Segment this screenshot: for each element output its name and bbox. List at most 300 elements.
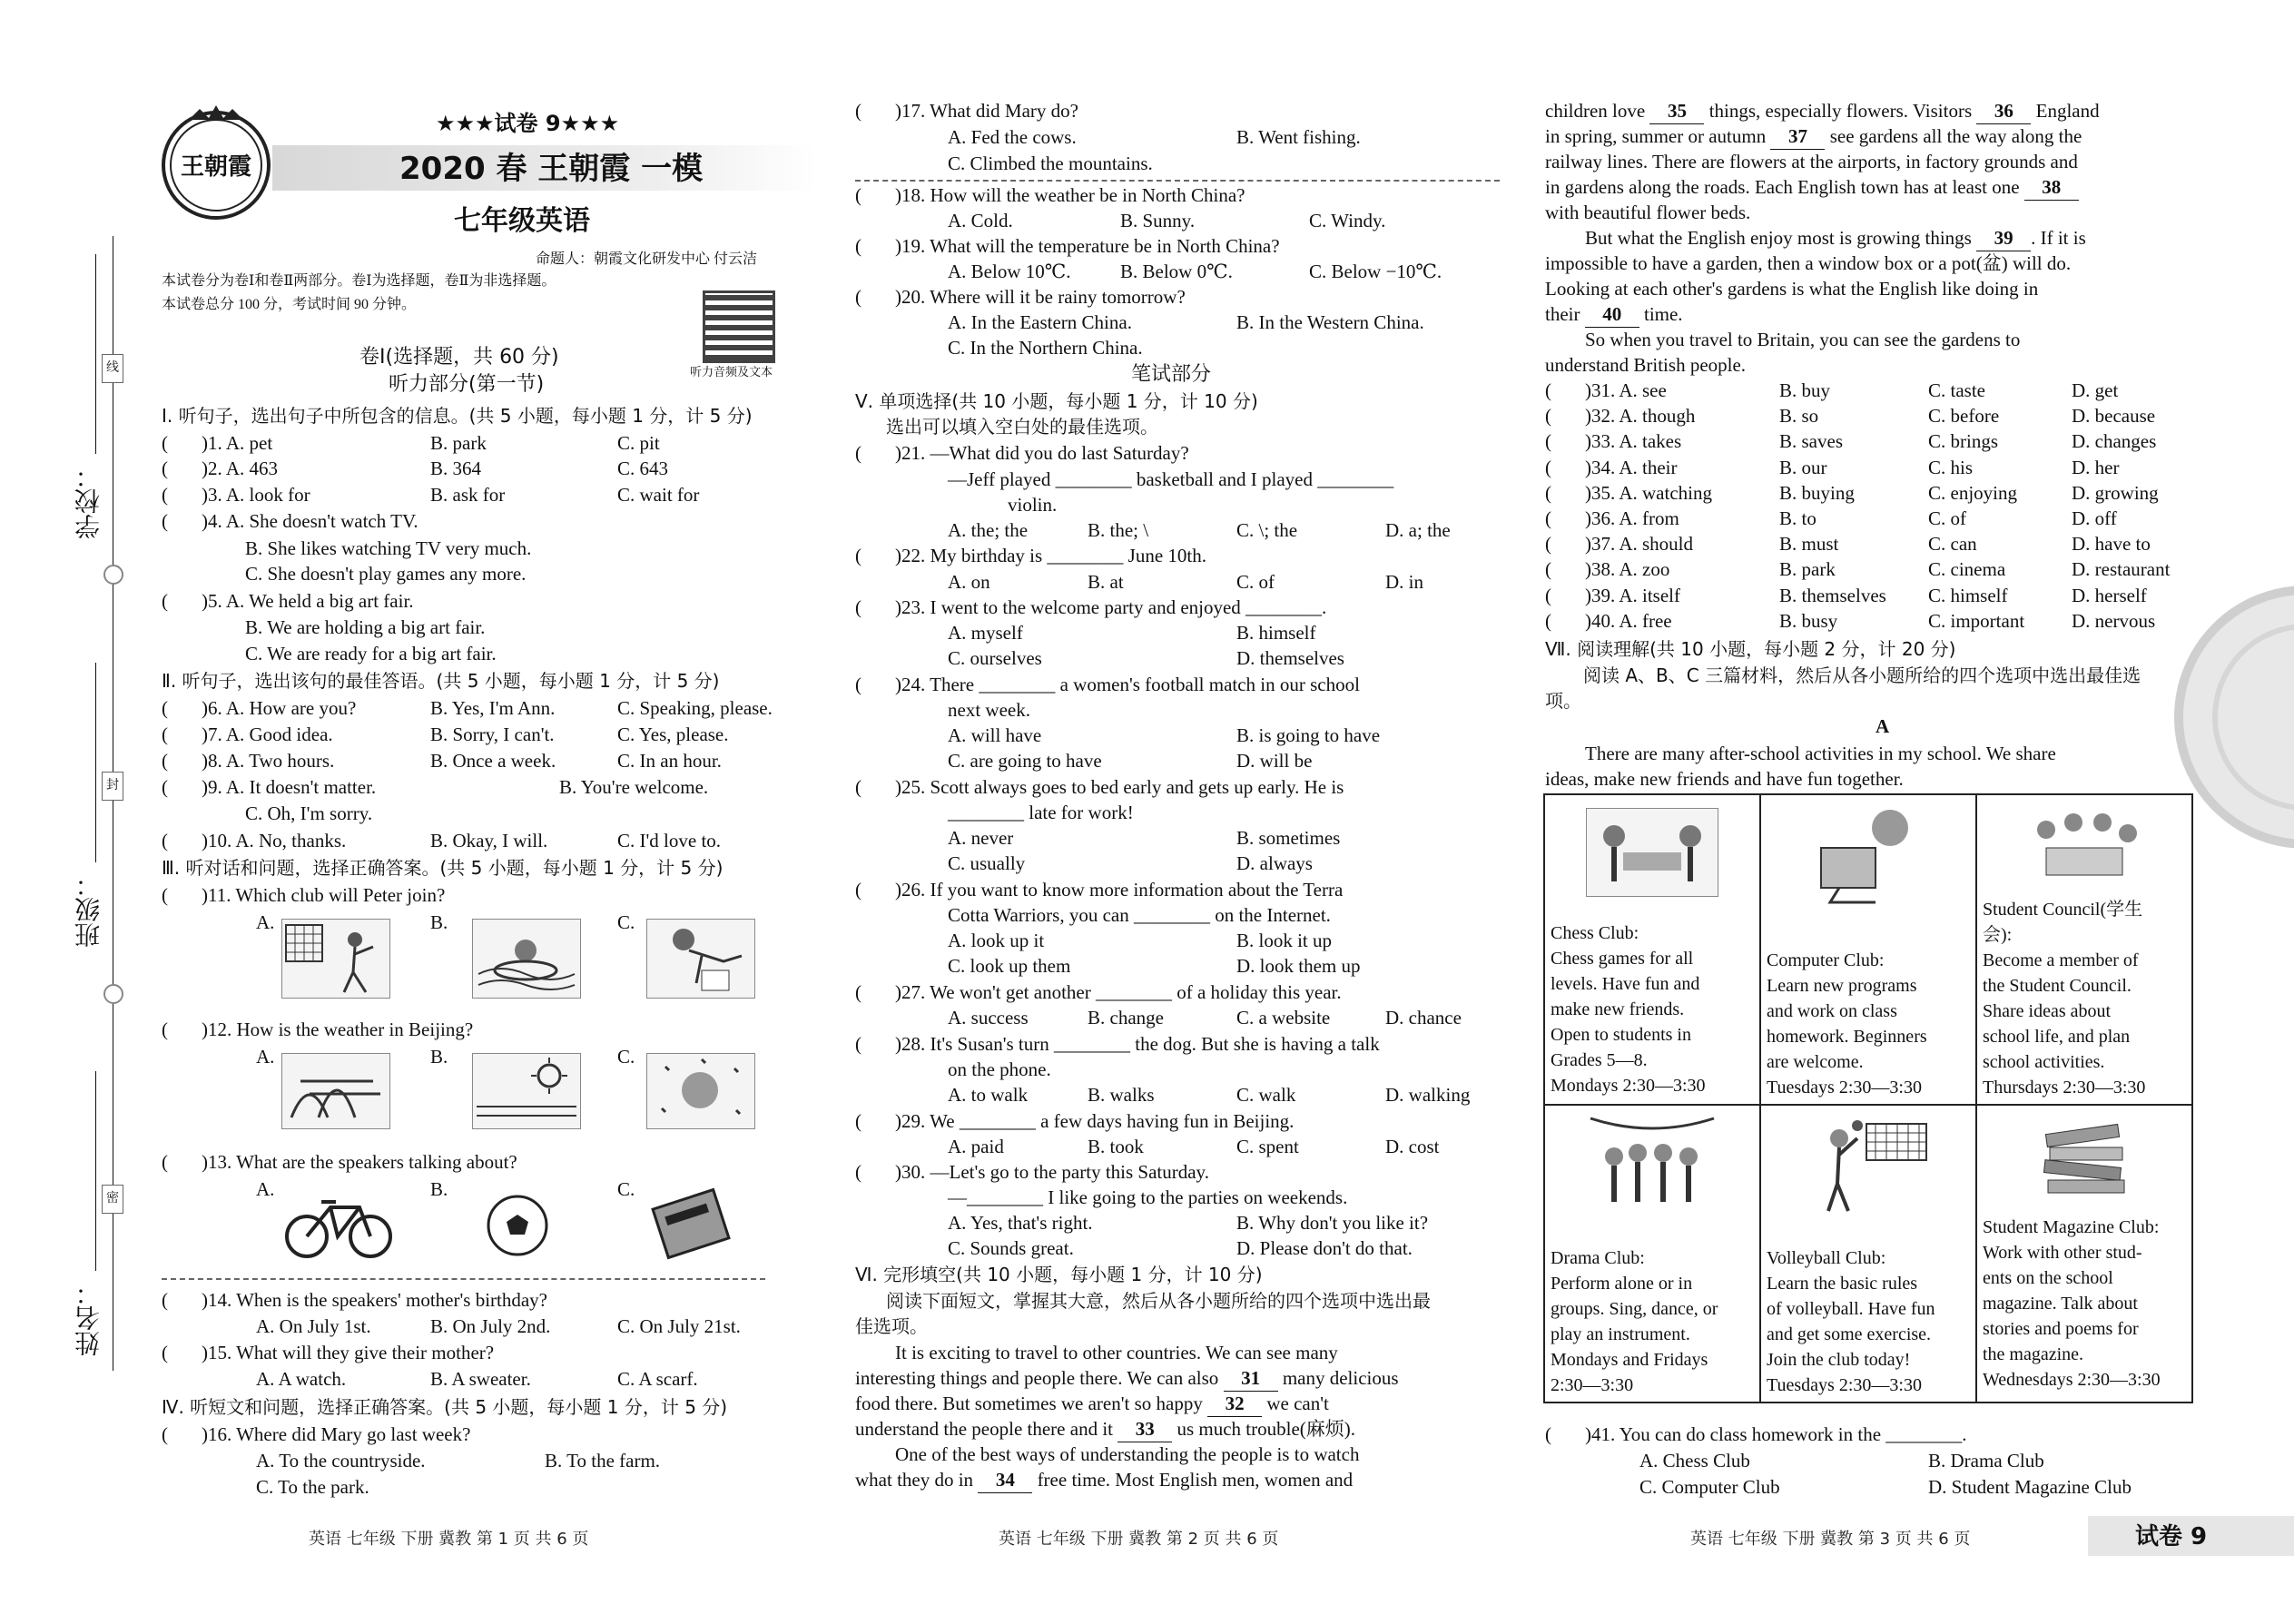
- q4-option-b: B. She likes watching TV very much.: [245, 537, 532, 559]
- volleyball-club-picture: [1803, 1111, 1934, 1220]
- q30-paren: (: [855, 1161, 861, 1183]
- binding-hole: [103, 565, 123, 585]
- cloze-text: many delicious: [1282, 1367, 1399, 1389]
- q9-paren: (: [162, 776, 168, 798]
- club-line: the Student Council.: [1983, 976, 2132, 996]
- cloze-line-14: Looking at each other's gardens is what the English like doing in: [1545, 278, 2039, 300]
- q2-option-c: C. 643: [617, 458, 669, 479]
- section-juan1: 卷Ⅰ(选择题，共 60 分): [359, 346, 559, 369]
- q20-option-b: B. In the Western China.: [1236, 311, 1424, 333]
- club-line: Chess games for all: [1551, 949, 1694, 969]
- stacked-books-icon: [2019, 1111, 2150, 1202]
- q17-question: )17. What did Mary do?: [895, 100, 1078, 122]
- sunny-icon: [473, 1054, 580, 1128]
- club-title: Volleyball Club:: [1767, 1248, 1886, 1268]
- q11-image-b: [472, 919, 581, 999]
- club-line: make new friends.: [1551, 999, 1685, 1019]
- q9-option-a: )9. A. It doesn't matter.: [202, 776, 377, 798]
- q15-option-b: B. A sweater.: [430, 1368, 531, 1390]
- club-cell-drama: [1544, 1105, 1760, 1403]
- q28-question: )28. It's Susan's turn ________ the dog. But she is having a talk: [895, 1033, 1380, 1055]
- blank-31: 31: [1224, 1365, 1278, 1392]
- club-line: Mondays 2:30—3:30: [1551, 1076, 1706, 1096]
- cloze-line-7: [1545, 98, 2100, 124]
- cloze-option: C. enjoying: [1928, 481, 2017, 504]
- q3-option-a: )3. A. look for: [202, 484, 310, 506]
- club-line: Grades 5—8.: [1551, 1050, 1648, 1070]
- q12-question: )12. How is the weather in Beijing?: [202, 1019, 474, 1040]
- q30-question: )30. —Let's go to the party this Saturday.: [895, 1161, 1209, 1183]
- q19-option-b: B. Below 0℃.: [1120, 261, 1233, 282]
- radio-icon: [650, 1184, 741, 1262]
- club-line: school activities.: [1983, 1052, 2105, 1072]
- q13-image-c: [650, 1184, 741, 1262]
- cloze-text: in spring, summer or autumn: [1545, 125, 1767, 147]
- cloze-option: )31. A. see: [1585, 379, 1667, 401]
- passage-a-label: A: [1876, 715, 1890, 737]
- club-line: play an instrument.: [1551, 1324, 1690, 1344]
- drama-club-picture: [1587, 1111, 1718, 1220]
- football-icon: [481, 1189, 554, 1262]
- cloze-option: )32. A. though: [1585, 405, 1696, 428]
- page-title: 2020 春 王朝霞 一模: [399, 151, 704, 187]
- q24-option-b: B. is going to have: [1236, 724, 1381, 746]
- q3-option-c: C. wait for: [617, 484, 700, 506]
- cloze-text: time.: [1643, 303, 1683, 325]
- school-label: 学校：: [74, 463, 103, 539]
- q17-option-b: B. Went fishing.: [1236, 126, 1361, 148]
- seal-watermark-icon: [2161, 581, 2294, 853]
- cloze-text: what they do in: [855, 1469, 974, 1491]
- section-6-note-1: 阅读下面短文，掌握其大意，然后从各小题所给的四个选项中选出最: [886, 1290, 1431, 1312]
- cloze-option: )40. A. free: [1585, 609, 1672, 632]
- divider-dashed: [162, 1278, 765, 1280]
- seal-tag-seal: 封: [102, 772, 123, 801]
- q22-paren: (: [855, 545, 861, 566]
- q6-paren: (: [162, 697, 168, 719]
- q15-option-a: A. A watch.: [256, 1368, 347, 1390]
- computer-club-picture: [1803, 802, 1934, 911]
- q13-paren: (: [162, 1151, 168, 1173]
- q2-paren: (: [162, 458, 168, 479]
- q16-paren: (: [162, 1423, 168, 1445]
- section-listening: 听力部分(第一节): [389, 373, 545, 396]
- q29-question: )29. We ________ a few days having fun in Beijing.: [895, 1110, 1295, 1132]
- cloze-text: interesting things and people there. We can also: [855, 1367, 1219, 1389]
- q41-option-c: C. Computer Club: [1639, 1476, 1780, 1498]
- blank-40: 40: [1585, 301, 1639, 328]
- q15-paren: (: [162, 1342, 168, 1363]
- chess-players-icon: [1587, 809, 1718, 896]
- cloze-option: )38. A. zoo: [1585, 558, 1670, 581]
- club-line: Perform alone or in: [1551, 1274, 1693, 1294]
- q13-question: )13. What are the speakers talking about?: [202, 1151, 517, 1173]
- logo: [153, 100, 280, 227]
- cloze-line-12: [1585, 225, 2086, 251]
- q13-label-a: A.: [256, 1178, 275, 1200]
- cloze-q-paren: (: [1545, 609, 1551, 632]
- q29-paren: (: [855, 1110, 861, 1132]
- section-5-heading: Ⅴ. 单项选择(共 10 小题，每小题 1 分，计 10 分): [855, 390, 1258, 412]
- section-1-heading: Ⅰ. 听句子，选出句子中所包含的信息。(共 5 小题，每小题 1 分，计 5 分): [162, 405, 753, 427]
- q27-option-a: A. success: [948, 1007, 1029, 1029]
- club-line: Open to students in: [1551, 1025, 1691, 1045]
- q26-option-a: A. look up it: [948, 930, 1045, 951]
- club-cell-volleyball: [1760, 1105, 1976, 1403]
- cloze-line-5: [895, 1442, 1359, 1467]
- qr-code[interactable]: [703, 290, 775, 363]
- q16-option-a: A. To the countryside.: [256, 1450, 426, 1471]
- cloze-text: food there. But sometimes we aren't so happy: [855, 1393, 1203, 1414]
- q22-option-d: D. in: [1385, 571, 1423, 593]
- cloze-option: D. her: [2072, 456, 2120, 478]
- cloze-option: C. taste: [1928, 379, 1985, 401]
- q3-option-b: B. ask for: [430, 484, 506, 506]
- club-line: levels. Have fun and: [1551, 974, 1700, 994]
- blank-37: 37: [1770, 123, 1825, 150]
- cloze-text: their: [1545, 303, 1580, 325]
- cloze-option: B. themselves: [1779, 584, 1886, 606]
- q17-paren: (: [855, 100, 861, 122]
- q8-option-a: )8. A. Two hours.: [202, 750, 335, 772]
- section-6-heading: Ⅵ. 完形填空(共 10 小题，每小题 1 分，计 10 分): [855, 1264, 1263, 1285]
- cloze-text: children love: [1545, 100, 1646, 122]
- cloze-text: It is exciting to travel to other countries. We can see many: [895, 1342, 1338, 1363]
- q1-option-b: B. park: [430, 432, 487, 454]
- club-cell-magazine: [1976, 1105, 2192, 1403]
- q2-option-a: )2. A. 463: [202, 458, 278, 479]
- volleyball-player-icon: [1803, 1111, 1934, 1220]
- cloze-option: B. to: [1779, 507, 1816, 529]
- cloze-option: C. before: [1928, 405, 2000, 428]
- q26-option-b: B. look it up: [1236, 930, 1333, 951]
- cloze-text: we can't: [1266, 1393, 1329, 1414]
- cloze-line-16: So when you travel to Britain, you can see the gardens to: [1585, 329, 2021, 350]
- q28-option-a: A. to walk: [948, 1084, 1029, 1106]
- club-title: Chess Club:: [1551, 923, 1639, 943]
- cloze-q-paren: (: [1545, 558, 1551, 581]
- passage-a-line-1: There are many after-school activities in my school. We share: [1585, 743, 2056, 764]
- council-picture: [2019, 802, 2150, 893]
- cloze-option: D. have to: [2072, 533, 2151, 556]
- q13-label-b: B.: [430, 1178, 448, 1200]
- q10-option-a: )10. A. No, thanks.: [202, 830, 347, 851]
- q27-paren: (: [855, 981, 861, 1003]
- cloze-option: B. saves: [1779, 430, 1843, 453]
- seal-tag-line: 线: [102, 354, 123, 383]
- q41-option-b: B. Drama Club: [1928, 1450, 2044, 1471]
- q19-option-a: A. Below 10℃.: [948, 261, 1071, 282]
- q24-paren: (: [855, 674, 861, 695]
- club-line: of volleyball. Have fun: [1767, 1299, 1935, 1319]
- cloze-option: D. off: [2072, 507, 2117, 529]
- cloze-text: things, especially flowers. Visitors: [1708, 100, 1973, 122]
- club-line: 会):: [1983, 925, 2013, 945]
- section-5-note: 选出可以填入空白处的最佳选项。: [886, 416, 1158, 438]
- swimmer-icon: [473, 920, 580, 998]
- cloze-option: C. of: [1928, 507, 1966, 529]
- q12-label-b: B.: [430, 1046, 448, 1068]
- students-meeting-icon: [2019, 802, 2150, 893]
- cloze-line-13: impossible to have a garden, then a window box or a pot(盆) will do.: [1545, 252, 2072, 274]
- magazine-club-picture: [2019, 1111, 2150, 1202]
- club-line: Thursdays 2:30—3:30: [1983, 1078, 2146, 1097]
- cloze-option: C. himself: [1928, 584, 2008, 606]
- q5-option-c: C. We are ready for a big art fair.: [245, 643, 497, 664]
- q22-option-a: A. on: [948, 571, 990, 593]
- club-line: 2:30—3:30: [1551, 1375, 1634, 1395]
- divider-dashed: [855, 180, 1500, 182]
- q21-option-b: B. the; \: [1088, 519, 1149, 541]
- school-blank: [95, 254, 96, 454]
- q8-paren: (: [162, 750, 168, 772]
- q21-option-c: C. \; the: [1236, 519, 1298, 541]
- club-title: Computer Club:: [1767, 950, 1885, 970]
- q29-option-a: A. paid: [948, 1136, 1004, 1157]
- q24-line-2: next week.: [948, 699, 1030, 721]
- name-label: 姓名：: [74, 1280, 103, 1356]
- q8-option-b: B. Once a week.: [430, 750, 556, 772]
- q27-option-b: B. change: [1088, 1007, 1164, 1029]
- club-line: Become a member of: [1983, 950, 2139, 970]
- q11-label-c: C.: [617, 911, 635, 933]
- cloze-q-paren: (: [1545, 430, 1551, 453]
- footer-page-1: 英语 七年级 下册 冀教 第 1 页 共 6 页: [309, 1530, 589, 1549]
- cloze-option: )39. A. itself: [1585, 584, 1680, 606]
- snowy-icon: [647, 1054, 754, 1128]
- q14-paren: (: [162, 1289, 168, 1311]
- q21-paren: (: [855, 442, 861, 464]
- club-line: are welcome.: [1767, 1052, 1864, 1072]
- q30-option-b: B. Why don't you like it?: [1236, 1212, 1429, 1234]
- cloze-text: One of the best ways of understanding the people is to watch: [895, 1443, 1360, 1465]
- q12-image-a: [281, 1053, 390, 1129]
- q20-paren: (: [855, 286, 861, 308]
- cloze-option: C. brings: [1928, 430, 1999, 453]
- q23-question: )23. I went to the welcome party and enjoyed ________.: [895, 596, 1327, 618]
- q23-paren: (: [855, 596, 861, 618]
- q18-paren: (: [855, 184, 861, 206]
- q11-label-b: B.: [430, 911, 448, 933]
- club-line: and work on class: [1767, 1001, 1897, 1021]
- q14-option-a: A. On July 1st.: [256, 1315, 371, 1337]
- q29-option-d: D. cost: [1385, 1136, 1440, 1157]
- q4-paren: (: [162, 510, 168, 532]
- q12-image-b: [472, 1053, 581, 1129]
- q25-paren: (: [855, 776, 861, 798]
- q25-option-d: D. always: [1236, 852, 1313, 874]
- q20-option-c: C. In the Northern China.: [948, 337, 1143, 359]
- club-line: Share ideas about: [1983, 1001, 2112, 1021]
- cloze-option: C. cinema: [1928, 558, 2006, 581]
- club-line: Wednesdays 2:30—3:30: [1983, 1370, 2161, 1390]
- q12-label-a: A.: [256, 1046, 275, 1068]
- cloze-option: B. busy: [1779, 609, 1838, 632]
- cloze-option: B. our: [1779, 456, 1827, 478]
- cloze-option: B. buying: [1779, 481, 1855, 504]
- q16-option-b: B. To the farm.: [545, 1450, 661, 1471]
- q24-option-c: C. are going to have: [948, 750, 1102, 772]
- q10-paren: (: [162, 830, 168, 851]
- cloze-line-10: [1545, 174, 2079, 201]
- q6-option-b: B. Yes, I'm Ann.: [430, 697, 556, 719]
- blank-39: 39: [1976, 225, 2031, 251]
- cloze-text: . If it is: [2031, 227, 2086, 249]
- cloze-text: in gardens along the roads. Each English town has at least one: [1545, 176, 2020, 198]
- cloze-q-paren: (: [1545, 379, 1551, 401]
- club-line: Tuesdays 2:30—3:30: [1767, 1078, 1922, 1097]
- cloze-option: C. important: [1928, 609, 2025, 632]
- q8-option-c: C. In an hour.: [617, 750, 722, 772]
- club-cell-chess: [1544, 794, 1760, 1105]
- cloze-line-9: railway lines. There are flowers at the airports, in factory grounds and: [1545, 151, 2078, 172]
- q19-option-c: C. Below −10℃.: [1309, 261, 1442, 282]
- cloze-q-paren: (: [1545, 507, 1551, 529]
- cloze-option: D. nervous: [2072, 609, 2156, 632]
- q14-option-c: C. On July 21st.: [617, 1315, 741, 1337]
- q28-paren: (: [855, 1033, 861, 1055]
- section-2-heading: Ⅱ. 听句子，选出该句的最佳答语。(共 5 小题，每小题 1 分，计 5 分): [162, 670, 720, 692]
- cloze-option: )34. A. their: [1585, 456, 1678, 478]
- cloze-text: us much trouble(麻烦).: [1177, 1418, 1356, 1440]
- footer-page-2: 英语 七年级 下册 冀教 第 2 页 共 6 页: [999, 1530, 1279, 1549]
- q29-option-c: C. spent: [1236, 1136, 1299, 1157]
- exam-note-1: 本试卷分为卷Ⅰ和卷Ⅱ两部分。卷Ⅰ为选择题，卷Ⅱ为非选择题。: [162, 273, 556, 289]
- q16-question: )16. Where did Mary go last week?: [202, 1423, 471, 1445]
- q41-paren: (: [1545, 1423, 1551, 1445]
- binding-hole: [103, 984, 123, 1004]
- q21-option-a: A. the; the: [948, 519, 1029, 541]
- cloze-text: England: [2035, 100, 2100, 122]
- computer-kid-icon: [1803, 802, 1934, 911]
- q25-question: )25. Scott always goes to bed early and gets up early. He is: [895, 776, 1344, 798]
- q4-option-a: )4. A. She doesn't watch TV.: [202, 510, 418, 532]
- club-line: the magazine.: [1983, 1344, 2084, 1364]
- cloze-option: C. can: [1928, 533, 1977, 556]
- cloze-option: C. his: [1928, 456, 1974, 478]
- q30-option-d: D. Please don't do that.: [1236, 1237, 1413, 1259]
- q11-paren: (: [162, 884, 168, 906]
- club-title: Student Council(学生: [1983, 900, 2143, 920]
- club-line: ents on the school: [1983, 1268, 2113, 1288]
- q13-label-c: C.: [617, 1178, 635, 1200]
- club-line: Tuesdays 2:30—3:30: [1767, 1375, 1922, 1395]
- bicycle-icon: [281, 1186, 398, 1262]
- seal-tag-secret: 密: [102, 1185, 123, 1214]
- q11-image-a: [281, 919, 390, 999]
- blank-34: 34: [978, 1467, 1032, 1493]
- class-blank: [95, 663, 96, 862]
- cloze-option: D. get: [2072, 379, 2119, 401]
- cloze-q-paren: (: [1545, 481, 1551, 504]
- q30-option-a: A. Yes, that's right.: [948, 1212, 1093, 1234]
- q5-option-b: B. We are holding a big art fair.: [245, 616, 486, 638]
- q14-question: )14. When is the speakers' mother's birthday?: [202, 1289, 547, 1311]
- cloze-option: )33. A. takes: [1585, 430, 1682, 453]
- q27-question: )27. We won't get another ________ of a holiday this year.: [895, 981, 1342, 1003]
- q28-option-c: C. walk: [1236, 1084, 1296, 1106]
- section-7-heading: Ⅶ. 阅读理解(共 10 小题，每小题 2 分，计 20 分): [1545, 638, 1956, 660]
- club-line: stories and poems for: [1983, 1319, 2139, 1339]
- cloze-option: B. buy: [1779, 379, 1831, 401]
- cloze-option: B. so: [1779, 405, 1819, 428]
- q15-option-c: C. A scarf.: [617, 1368, 698, 1390]
- q7-option-c: C. Yes, please.: [617, 723, 729, 745]
- cloze-text: understand the people there and it: [855, 1418, 1113, 1440]
- q1-paren: (: [162, 432, 168, 454]
- drama-stage-icon: [1587, 1111, 1718, 1220]
- q2-option-b: B. 364: [430, 458, 482, 479]
- svg-text:王朝霞: 王朝霞: [180, 153, 252, 181]
- cloze-line-15: [1545, 301, 1683, 328]
- q20-option-a: A. In the Eastern China.: [948, 311, 1132, 333]
- q41-question: )41. You can do class homework in the ________.: [1585, 1423, 1967, 1445]
- q26-paren: (: [855, 879, 861, 901]
- clubs-table: [1543, 793, 2193, 1403]
- q25-option-c: C. usually: [948, 852, 1026, 874]
- club-line: and get some exercise.: [1767, 1324, 1932, 1344]
- blank-32: 32: [1207, 1391, 1262, 1417]
- q5-option-a: )5. A. We held a big art fair.: [202, 590, 414, 612]
- club-line: groups. Sing, dance, or: [1551, 1299, 1718, 1319]
- q30-line-2: —________ I like going to the parties on weekends.: [948, 1186, 1348, 1208]
- q24-option-a: A. will have: [948, 724, 1042, 746]
- q24-option-d: D. will be: [1236, 750, 1313, 772]
- cloze-line-11: with beautiful flower beds.: [1545, 202, 1751, 223]
- q21-line-3: violin.: [1008, 494, 1058, 516]
- q11-label-a: A.: [256, 911, 275, 933]
- q7-paren: (: [162, 723, 168, 745]
- q17-option-c: C. Climbed the mountains.: [948, 153, 1153, 174]
- q11-image-c: [646, 919, 755, 999]
- q28-option-b: B. walks: [1088, 1084, 1155, 1106]
- q21-question: )21. —What did you do last Saturday?: [895, 442, 1189, 464]
- q18-option-b: B. Sunny.: [1120, 210, 1196, 231]
- q1-option-c: C. pit: [617, 432, 660, 454]
- club-line: Learn the basic rules: [1767, 1274, 1918, 1294]
- class-label: 班级：: [74, 871, 103, 948]
- q23-option-c: C. ourselves: [948, 647, 1042, 669]
- q18-option-a: A. Cold.: [948, 210, 1013, 231]
- q20-question: )20. Where will it be rainy tomorrow?: [895, 286, 1186, 308]
- paper-label: ★★★试卷 9★★★: [436, 111, 620, 136]
- q12-paren: (: [162, 1019, 168, 1040]
- section-7-note-2: 项。: [1545, 690, 1581, 712]
- q9-option-b: B. You're welcome.: [559, 776, 709, 798]
- cloze-option: B. must: [1779, 533, 1839, 556]
- q25-line-2: ________ late for work!: [948, 802, 1134, 823]
- q10-option-b: B. Okay, I will.: [430, 830, 548, 851]
- cloze-option: )35. A. watching: [1585, 481, 1712, 504]
- q19-question: )19. What will the temperature be in North China?: [895, 235, 1280, 257]
- cloze-option: )36. A. from: [1585, 507, 1679, 529]
- q6-option-c: C. Speaking, please.: [617, 697, 773, 719]
- cloze-q-paren: (: [1545, 405, 1551, 428]
- q21-option-d: D. a; the: [1385, 519, 1451, 541]
- blank-36: 36: [1976, 98, 2031, 124]
- cloze-text: free time. Most English men, women and: [1037, 1469, 1354, 1491]
- author-line: 命题人：朝霞文化研发中心 付云洁: [536, 251, 758, 267]
- q22-option-c: C. of: [1236, 571, 1275, 593]
- club-line: Join the club today!: [1767, 1350, 1911, 1370]
- q18-question: )18. How will the weather be in North China?: [895, 184, 1245, 206]
- club-line: Mondays and Fridays: [1551, 1350, 1708, 1370]
- club-line: Learn new programs: [1767, 976, 1917, 996]
- cloze-option: D. because: [2072, 405, 2156, 428]
- q15-question: )15. What will they give their mother?: [202, 1342, 495, 1363]
- q41-option-d: D. Student Magazine Club: [1928, 1476, 2132, 1498]
- q7-option-b: B. Sorry, I can't.: [430, 723, 555, 745]
